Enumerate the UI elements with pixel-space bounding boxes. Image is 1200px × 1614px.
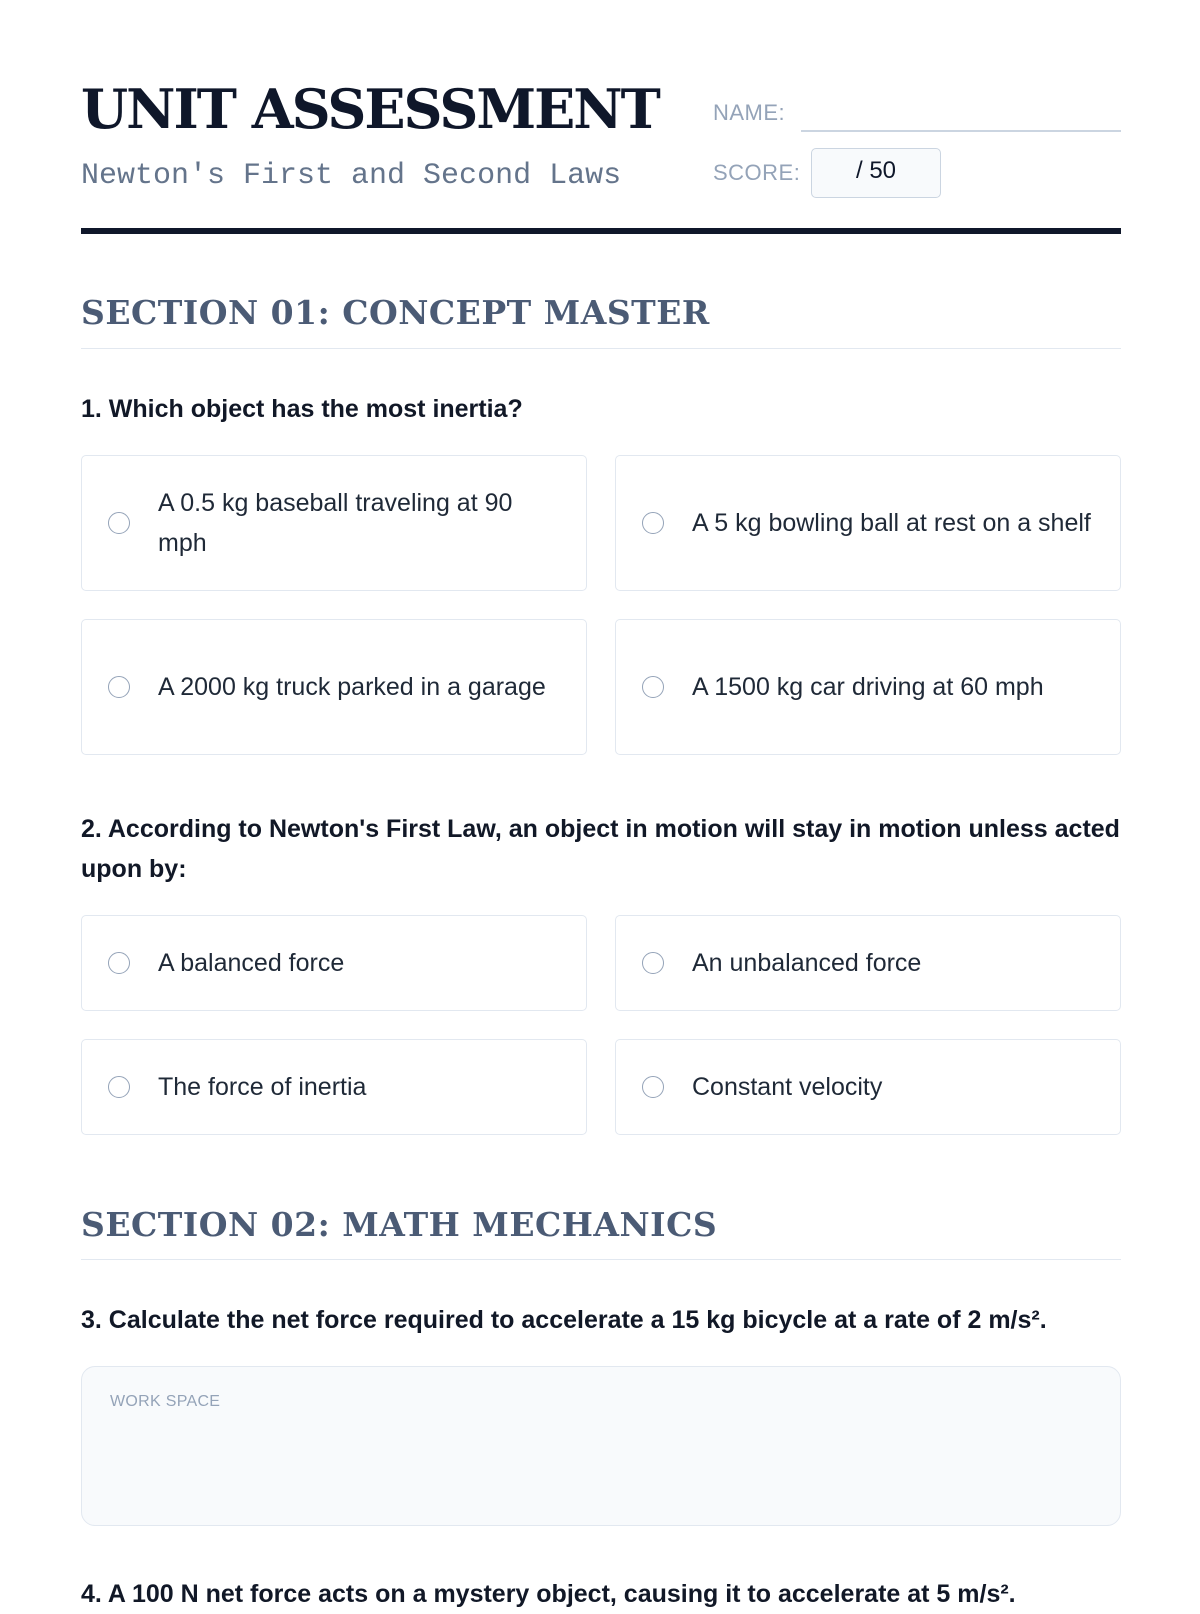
option-card[interactable]: [615, 915, 1121, 1011]
worksheet-header: [81, 0, 1121, 236]
option-label: The force of inertia: [158, 1072, 367, 1101]
option-label: Constant velocity: [692, 1072, 883, 1101]
option-card[interactable]: [615, 619, 1121, 755]
question-4-text: 4. A 100 N net force acts on a mystery object, causing it to accelerate at 5 m/s².: [81, 1580, 1016, 1609]
radio-button[interactable]: [108, 512, 130, 534]
section-title: SECTION 02: MATH MECHANICS: [81, 1204, 718, 1244]
option-label: A 1500 kg car driving at 60 mph: [692, 672, 1044, 701]
section-math-mechanics: [81, 1205, 1121, 1614]
question-1-options: [81, 455, 1121, 755]
option-label: A 0.5 kg baseball traveling at 90 mph: [158, 488, 513, 557]
section-title: SECTION 01: CONCEPT MASTER: [81, 293, 710, 332]
question-2-options: [81, 915, 1121, 1135]
score-label: SCORE:: [713, 160, 801, 185]
option-label: A balanced force: [158, 948, 345, 977]
name-field[interactable]: [801, 130, 1121, 132]
radio-button[interactable]: [642, 676, 664, 698]
option-card[interactable]: [81, 1039, 587, 1135]
option-card[interactable]: [615, 455, 1121, 591]
radio-button[interactable]: [642, 952, 664, 974]
radio-button[interactable]: [108, 676, 130, 698]
option-label: A 2000 kg truck parked in a garage: [158, 672, 546, 701]
worksheet-page: [81, 0, 1121, 1614]
section-divider: [81, 1259, 1121, 1260]
page-title: UNIT ASSESSMENT: [81, 77, 659, 141]
option-label: A 5 kg bowling ball at rest on a shelf: [692, 508, 1091, 537]
score-box[interactable]: / 50: [811, 148, 941, 198]
question-1-text: 1. Which object has the most inertia?: [81, 394, 523, 423]
question-2-text: 2. According to Newton's First Law, an object in motion will stay in motion unless acted upon by:: [81, 814, 1120, 883]
question-3-text: 3. Calculate the net force required to accelerate a 15 kg bicycle at a rate of 2 m/s².: [81, 1306, 1047, 1335]
header-divider: [81, 228, 1121, 234]
radio-button[interactable]: [108, 952, 130, 974]
radio-button[interactable]: [108, 1076, 130, 1098]
section-concept-master: [81, 293, 1121, 1135]
page-subtitle: Newton's First and Second Laws: [81, 159, 622, 193]
option-card[interactable]: [81, 915, 587, 1011]
section-divider: [81, 348, 1121, 349]
option-card[interactable]: [615, 1039, 1121, 1135]
radio-button[interactable]: [642, 512, 664, 534]
option-card[interactable]: [81, 455, 587, 591]
option-label: An unbalanced force: [692, 948, 922, 977]
work-space-area[interactable]: [81, 1366, 1121, 1526]
work-space-label: WORK SPACE: [110, 1393, 221, 1411]
radio-button[interactable]: [642, 1076, 664, 1098]
option-card[interactable]: [81, 619, 587, 755]
name-label: NAME:: [713, 100, 786, 125]
